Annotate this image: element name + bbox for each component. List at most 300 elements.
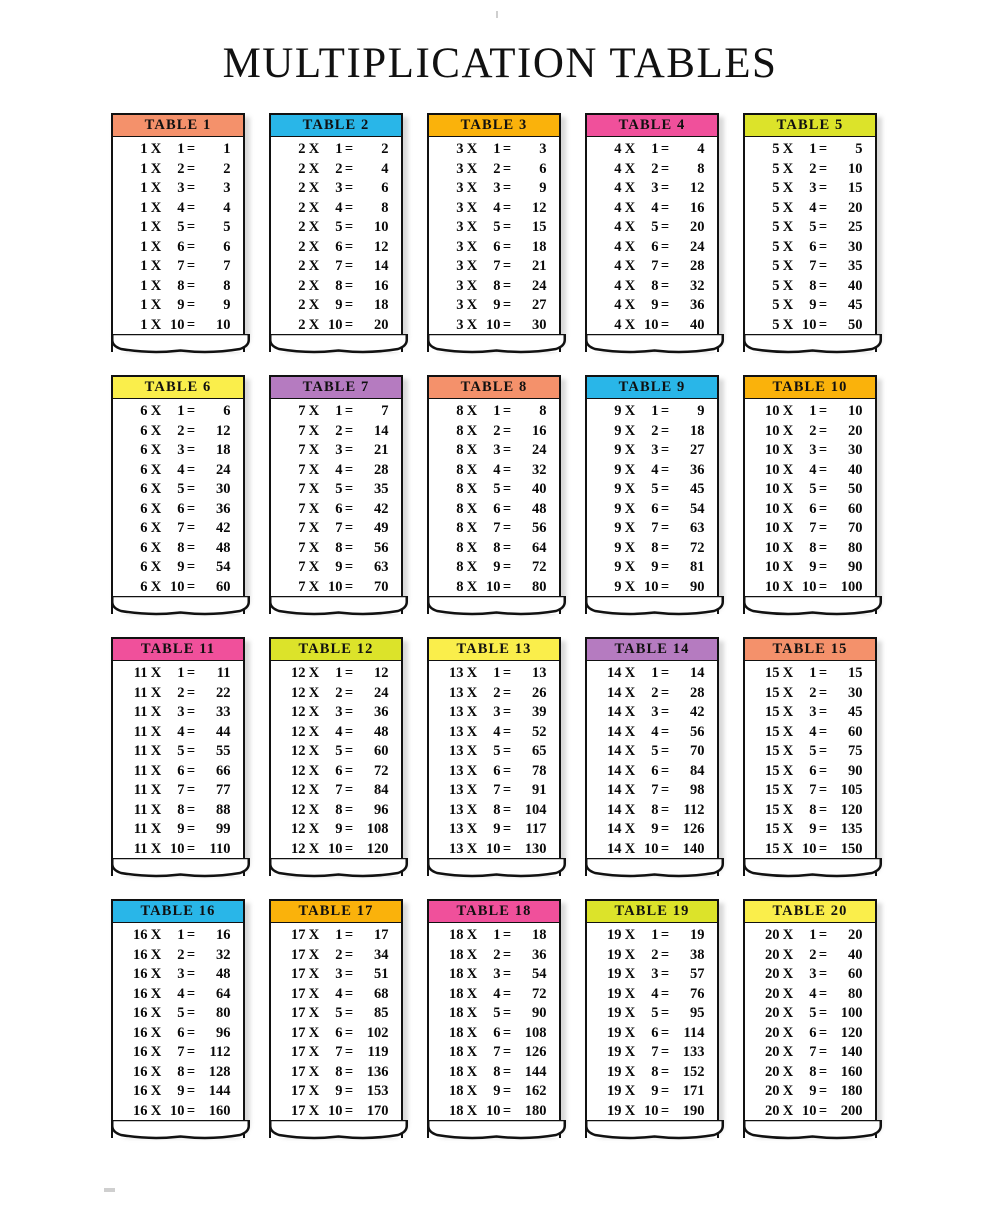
equals-symbol: = bbox=[502, 461, 512, 478]
multiplier: 9 bbox=[177, 1083, 185, 1100]
multiplicand: 16 bbox=[133, 946, 148, 963]
table-card-slot bbox=[105, 111, 263, 373]
product-value: 15 bbox=[532, 219, 547, 236]
table-card[interactable] bbox=[743, 899, 877, 1138]
table-card-header: TABLE 6 bbox=[113, 377, 243, 399]
multiplier: 9 bbox=[651, 297, 659, 314]
times-symbol: X bbox=[466, 743, 478, 760]
times-symbol: X bbox=[150, 1102, 162, 1119]
times-symbol: X bbox=[782, 277, 794, 294]
table-card-body bbox=[429, 137, 559, 336]
table-card[interactable] bbox=[269, 375, 403, 614]
multiplier: 3 bbox=[651, 704, 659, 721]
multiplier: 3 bbox=[335, 704, 343, 721]
multiplier: 2 bbox=[651, 160, 659, 177]
multiplier: 2 bbox=[809, 946, 817, 963]
product-value: 96 bbox=[374, 801, 389, 818]
multiplication-row bbox=[271, 1063, 401, 1083]
table-card-body bbox=[271, 399, 401, 598]
times-symbol: X bbox=[308, 927, 320, 944]
times-symbol: X bbox=[782, 821, 794, 838]
times-symbol: X bbox=[624, 403, 636, 420]
product-value: 18 bbox=[216, 442, 231, 459]
times-symbol: X bbox=[624, 500, 636, 517]
multiplication-row bbox=[429, 578, 559, 598]
multiplier: 5 bbox=[177, 481, 185, 498]
equals-symbol: = bbox=[818, 723, 828, 740]
multiplication-row bbox=[113, 296, 243, 316]
multiplier: 6 bbox=[335, 762, 343, 779]
table-card[interactable] bbox=[427, 113, 561, 352]
times-symbol: X bbox=[782, 1102, 794, 1119]
multiplication-row bbox=[587, 238, 717, 258]
multiplication-row bbox=[587, 578, 717, 598]
equals-symbol: = bbox=[818, 481, 828, 498]
multiplication-row bbox=[429, 461, 559, 481]
table-card[interactable] bbox=[585, 899, 719, 1138]
multiplication-row bbox=[587, 480, 717, 500]
multiplication-row bbox=[271, 218, 401, 238]
times-symbol: X bbox=[624, 1102, 636, 1119]
times-symbol: X bbox=[150, 277, 162, 294]
product-value: 40 bbox=[848, 461, 863, 478]
multiplicand: 11 bbox=[133, 743, 148, 760]
multiplication-row bbox=[271, 965, 401, 985]
equals-symbol: = bbox=[660, 762, 670, 779]
table-card-body bbox=[745, 137, 875, 336]
equals-symbol: = bbox=[186, 1024, 196, 1041]
multiplicand: 5 bbox=[772, 238, 780, 255]
multiplicand: 9 bbox=[614, 461, 622, 478]
table-card[interactable] bbox=[111, 637, 245, 876]
times-symbol: X bbox=[466, 160, 478, 177]
multiplicand: 12 bbox=[291, 704, 306, 721]
times-symbol: X bbox=[308, 946, 320, 963]
multiplier: 3 bbox=[809, 704, 817, 721]
multiplier: 10 bbox=[802, 578, 817, 595]
times-symbol: X bbox=[624, 277, 636, 294]
multiplication-row bbox=[271, 179, 401, 199]
product-value: 54 bbox=[216, 559, 231, 576]
multiplier: 6 bbox=[177, 238, 185, 255]
multiplicand: 17 bbox=[291, 1005, 306, 1022]
product-value: 80 bbox=[216, 1005, 231, 1022]
multiplier: 8 bbox=[335, 277, 343, 294]
multiplication-row bbox=[271, 781, 401, 801]
times-symbol: X bbox=[466, 821, 478, 838]
times-symbol: X bbox=[624, 539, 636, 556]
multiplication-row bbox=[271, 316, 401, 336]
equals-symbol: = bbox=[344, 782, 354, 799]
multiplication-row bbox=[745, 926, 875, 946]
product-value: 11 bbox=[216, 665, 231, 682]
multiplication-row bbox=[113, 926, 243, 946]
equals-symbol: = bbox=[818, 927, 828, 944]
multiplicand: 13 bbox=[449, 704, 464, 721]
table-card[interactable] bbox=[111, 899, 245, 1138]
multiplier: 10 bbox=[170, 840, 185, 857]
multiplication-row bbox=[587, 762, 717, 782]
equals-symbol: = bbox=[818, 520, 828, 537]
product-value: 140 bbox=[840, 1044, 863, 1061]
multiplier: 3 bbox=[651, 180, 659, 197]
equals-symbol: = bbox=[660, 946, 670, 963]
multiplier: 5 bbox=[493, 481, 501, 498]
table-card[interactable] bbox=[743, 637, 877, 876]
product-value: 45 bbox=[848, 297, 863, 314]
table-card[interactable] bbox=[269, 637, 403, 876]
multiplicand: 15 bbox=[765, 743, 780, 760]
equals-symbol: = bbox=[186, 180, 196, 197]
multiplicand: 2 bbox=[298, 238, 306, 255]
multiplicand: 6 bbox=[140, 539, 148, 556]
multiplicand: 17 bbox=[291, 1102, 306, 1119]
times-symbol: X bbox=[624, 481, 636, 498]
multiplication-row bbox=[113, 316, 243, 336]
times-symbol: X bbox=[782, 199, 794, 216]
multiplicand: 7 bbox=[298, 481, 306, 498]
equals-symbol: = bbox=[818, 1024, 828, 1041]
multiplication-row bbox=[429, 296, 559, 316]
multiplicand: 15 bbox=[765, 821, 780, 838]
times-symbol: X bbox=[782, 403, 794, 420]
times-symbol: X bbox=[782, 578, 794, 595]
multiplication-row bbox=[113, 402, 243, 422]
table-card-header: TABLE 16 bbox=[113, 901, 243, 923]
equals-symbol: = bbox=[344, 316, 354, 333]
table-card[interactable] bbox=[743, 113, 877, 352]
product-value: 120 bbox=[840, 801, 863, 818]
table-card-slot bbox=[105, 635, 263, 897]
multiplier: 6 bbox=[335, 1024, 343, 1041]
multiplier: 6 bbox=[651, 238, 659, 255]
times-symbol: X bbox=[150, 782, 162, 799]
times-symbol: X bbox=[308, 1005, 320, 1022]
times-symbol: X bbox=[466, 277, 478, 294]
product-value: 12 bbox=[532, 199, 547, 216]
equals-symbol: = bbox=[344, 1083, 354, 1100]
times-symbol: X bbox=[782, 782, 794, 799]
table-card-body bbox=[113, 399, 243, 598]
product-value: 144 bbox=[524, 1063, 547, 1080]
multiplicand: 11 bbox=[133, 762, 148, 779]
multiplication-row bbox=[587, 926, 717, 946]
multiplier: 7 bbox=[809, 520, 817, 537]
table-card-header: TABLE 7 bbox=[271, 377, 401, 399]
multiplicand: 7 bbox=[298, 578, 306, 595]
equals-symbol: = bbox=[502, 684, 512, 701]
product-value: 24 bbox=[374, 684, 389, 701]
multiplication-row bbox=[587, 257, 717, 277]
equals-symbol: = bbox=[660, 297, 670, 314]
multiplier: 9 bbox=[651, 821, 659, 838]
times-symbol: X bbox=[782, 160, 794, 177]
equals-symbol: = bbox=[344, 946, 354, 963]
multiplier: 2 bbox=[177, 160, 185, 177]
multiplication-row bbox=[271, 703, 401, 723]
multiplicand: 2 bbox=[298, 199, 306, 216]
table-card-slot bbox=[579, 635, 737, 897]
multiplicand: 17 bbox=[291, 966, 306, 983]
card-bottom-banner bbox=[429, 860, 563, 876]
multiplicand: 5 bbox=[772, 141, 780, 158]
multiplication-row bbox=[113, 160, 243, 180]
times-symbol: X bbox=[308, 966, 320, 983]
equals-symbol: = bbox=[344, 1044, 354, 1061]
product-value: 51 bbox=[374, 966, 389, 983]
times-symbol: X bbox=[150, 946, 162, 963]
product-value: 153 bbox=[366, 1083, 389, 1100]
product-value: 52 bbox=[532, 723, 547, 740]
times-symbol: X bbox=[308, 578, 320, 595]
multiplier: 4 bbox=[809, 723, 817, 740]
multiplication-row bbox=[429, 441, 559, 461]
multiplicand: 17 bbox=[291, 927, 306, 944]
times-symbol: X bbox=[150, 985, 162, 1002]
multiplication-row bbox=[271, 1043, 401, 1063]
multiplier: 5 bbox=[651, 219, 659, 236]
multiplier: 3 bbox=[809, 442, 817, 459]
times-symbol: X bbox=[150, 160, 162, 177]
multiplication-row bbox=[587, 140, 717, 160]
multiplier: 6 bbox=[177, 762, 185, 779]
equals-symbol: = bbox=[186, 966, 196, 983]
times-symbol: X bbox=[466, 559, 478, 576]
multiplication-row bbox=[113, 684, 243, 704]
times-symbol: X bbox=[308, 160, 320, 177]
multiplier: 10 bbox=[170, 1102, 185, 1119]
product-value: 30 bbox=[216, 481, 231, 498]
multiplier: 9 bbox=[335, 1083, 343, 1100]
product-value: 4 bbox=[697, 141, 705, 158]
product-value: 56 bbox=[532, 520, 547, 537]
multiplier: 10 bbox=[486, 578, 501, 595]
multiplicand: 3 bbox=[456, 297, 464, 314]
multiplicand: 13 bbox=[449, 782, 464, 799]
times-symbol: X bbox=[782, 665, 794, 682]
table-card[interactable] bbox=[585, 375, 719, 614]
equals-symbol: = bbox=[186, 316, 196, 333]
multiplier: 8 bbox=[493, 801, 501, 818]
multiplication-row bbox=[745, 257, 875, 277]
multiplier: 7 bbox=[335, 258, 343, 275]
product-value: 102 bbox=[366, 1024, 389, 1041]
multiplicand: 7 bbox=[298, 403, 306, 420]
multiplier: 7 bbox=[809, 782, 817, 799]
table-card[interactable] bbox=[743, 375, 877, 614]
equals-symbol: = bbox=[818, 422, 828, 439]
multiplicand: 2 bbox=[298, 141, 306, 158]
times-symbol: X bbox=[466, 1024, 478, 1041]
times-symbol: X bbox=[308, 1044, 320, 1061]
multiplier: 9 bbox=[493, 821, 501, 838]
multiplication-row bbox=[745, 578, 875, 598]
equals-symbol: = bbox=[186, 1063, 196, 1080]
times-symbol: X bbox=[624, 578, 636, 595]
multiplicand: 9 bbox=[614, 578, 622, 595]
product-value: 84 bbox=[690, 762, 705, 779]
multiplicand: 6 bbox=[140, 578, 148, 595]
multiplicand: 15 bbox=[765, 840, 780, 857]
product-value: 24 bbox=[690, 238, 705, 255]
equals-symbol: = bbox=[502, 199, 512, 216]
multiplicand: 6 bbox=[140, 559, 148, 576]
multiplication-row bbox=[745, 985, 875, 1005]
times-symbol: X bbox=[308, 743, 320, 760]
table-card-slot bbox=[263, 373, 421, 635]
card-bottom-banner bbox=[113, 336, 247, 352]
multiplier: 7 bbox=[493, 1044, 501, 1061]
table-card[interactable] bbox=[427, 899, 561, 1138]
product-value: 40 bbox=[848, 277, 863, 294]
product-value: 3 bbox=[539, 141, 547, 158]
multiplicand: 6 bbox=[140, 442, 148, 459]
card-bottom-banner bbox=[113, 598, 247, 614]
multiplication-row bbox=[587, 664, 717, 684]
product-value: 117 bbox=[525, 821, 547, 838]
multiplicand: 9 bbox=[614, 403, 622, 420]
equals-symbol: = bbox=[344, 442, 354, 459]
equals-symbol: = bbox=[818, 316, 828, 333]
multiplication-row bbox=[271, 140, 401, 160]
product-value: 20 bbox=[374, 316, 389, 333]
multiplicand: 11 bbox=[133, 684, 148, 701]
multiplication-row bbox=[113, 500, 243, 520]
multiplicand: 11 bbox=[133, 782, 148, 799]
multiplication-row bbox=[113, 578, 243, 598]
product-value: 40 bbox=[532, 481, 547, 498]
product-value: 95 bbox=[690, 1005, 705, 1022]
multiplication-row bbox=[113, 441, 243, 461]
multiplication-row bbox=[587, 402, 717, 422]
multiplication-row bbox=[587, 723, 717, 743]
equals-symbol: = bbox=[818, 684, 828, 701]
table-card[interactable] bbox=[427, 375, 561, 614]
multiplication-row bbox=[587, 558, 717, 578]
multiplier: 6 bbox=[335, 238, 343, 255]
multiplier: 2 bbox=[651, 946, 659, 963]
product-value: 10 bbox=[374, 219, 389, 236]
table-card[interactable] bbox=[427, 637, 561, 876]
product-value: 105 bbox=[840, 782, 863, 799]
times-symbol: X bbox=[308, 1063, 320, 1080]
equals-symbol: = bbox=[502, 297, 512, 314]
times-symbol: X bbox=[624, 946, 636, 963]
equals-symbol: = bbox=[502, 743, 512, 760]
times-symbol: X bbox=[624, 743, 636, 760]
equals-symbol: = bbox=[660, 1005, 670, 1022]
multiplication-row bbox=[271, 539, 401, 559]
times-symbol: X bbox=[150, 559, 162, 576]
equals-symbol: = bbox=[660, 238, 670, 255]
times-symbol: X bbox=[150, 180, 162, 197]
table-card-slot bbox=[579, 111, 737, 373]
equals-symbol: = bbox=[660, 966, 670, 983]
times-symbol: X bbox=[466, 578, 478, 595]
table-card[interactable] bbox=[585, 113, 719, 352]
multiplier: 4 bbox=[651, 985, 659, 1002]
multiplier: 1 bbox=[493, 665, 501, 682]
product-value: 60 bbox=[848, 723, 863, 740]
multiplication-row bbox=[271, 801, 401, 821]
times-symbol: X bbox=[782, 684, 794, 701]
multiplier: 7 bbox=[177, 1044, 185, 1061]
product-value: 21 bbox=[532, 258, 547, 275]
multiplicand: 1 bbox=[140, 316, 148, 333]
times-symbol: X bbox=[466, 442, 478, 459]
product-value: 108 bbox=[524, 1024, 547, 1041]
table-card[interactable] bbox=[111, 375, 245, 614]
card-bottom-banner bbox=[429, 1122, 563, 1138]
multiplicand: 10 bbox=[765, 481, 780, 498]
table-card[interactable] bbox=[111, 113, 245, 352]
multiplication-row bbox=[429, 519, 559, 539]
scan-artifact-top bbox=[496, 11, 498, 18]
multiplier: 9 bbox=[809, 821, 817, 838]
equals-symbol: = bbox=[818, 821, 828, 838]
product-value: 90 bbox=[848, 559, 863, 576]
equals-symbol: = bbox=[660, 141, 670, 158]
table-card[interactable] bbox=[269, 899, 403, 1138]
multiplicand: 8 bbox=[456, 539, 464, 556]
multiplier: 1 bbox=[651, 403, 659, 420]
multiplicand: 6 bbox=[140, 422, 148, 439]
product-value: 80 bbox=[848, 539, 863, 556]
multiplication-row bbox=[587, 1043, 717, 1063]
equals-symbol: = bbox=[344, 985, 354, 1002]
product-value: 20 bbox=[848, 422, 863, 439]
equals-symbol: = bbox=[186, 743, 196, 760]
times-symbol: X bbox=[466, 665, 478, 682]
product-value: 56 bbox=[690, 723, 705, 740]
multiplier: 1 bbox=[809, 927, 817, 944]
times-symbol: X bbox=[150, 258, 162, 275]
times-symbol: X bbox=[466, 1102, 478, 1119]
multiplier: 7 bbox=[651, 258, 659, 275]
times-symbol: X bbox=[466, 500, 478, 517]
multiplier: 2 bbox=[177, 946, 185, 963]
product-value: 15 bbox=[848, 180, 863, 197]
product-value: 48 bbox=[532, 500, 547, 517]
multiplication-row bbox=[429, 1102, 559, 1122]
equals-symbol: = bbox=[660, 927, 670, 944]
multiplication-row bbox=[429, 684, 559, 704]
product-value: 40 bbox=[848, 946, 863, 963]
multiplication-row bbox=[429, 664, 559, 684]
equals-symbol: = bbox=[344, 238, 354, 255]
multiplicand: 14 bbox=[607, 704, 622, 721]
multiplication-row bbox=[587, 1102, 717, 1122]
table-card[interactable] bbox=[585, 637, 719, 876]
product-value: 35 bbox=[374, 481, 389, 498]
table-card-slot bbox=[105, 373, 263, 635]
multiplier: 10 bbox=[802, 316, 817, 333]
multiplicand: 4 bbox=[614, 316, 622, 333]
multiplicand: 8 bbox=[456, 559, 464, 576]
multiplier: 2 bbox=[809, 160, 817, 177]
equals-symbol: = bbox=[818, 743, 828, 760]
multiplicand: 8 bbox=[456, 500, 464, 517]
multiplier: 1 bbox=[335, 141, 343, 158]
multiplicand: 14 bbox=[607, 743, 622, 760]
product-value: 57 bbox=[690, 966, 705, 983]
table-card[interactable] bbox=[269, 113, 403, 352]
multiplicand: 12 bbox=[291, 801, 306, 818]
equals-symbol: = bbox=[344, 520, 354, 537]
equals-symbol: = bbox=[344, 821, 354, 838]
multiplicand: 16 bbox=[133, 985, 148, 1002]
multiplicand: 12 bbox=[291, 782, 306, 799]
